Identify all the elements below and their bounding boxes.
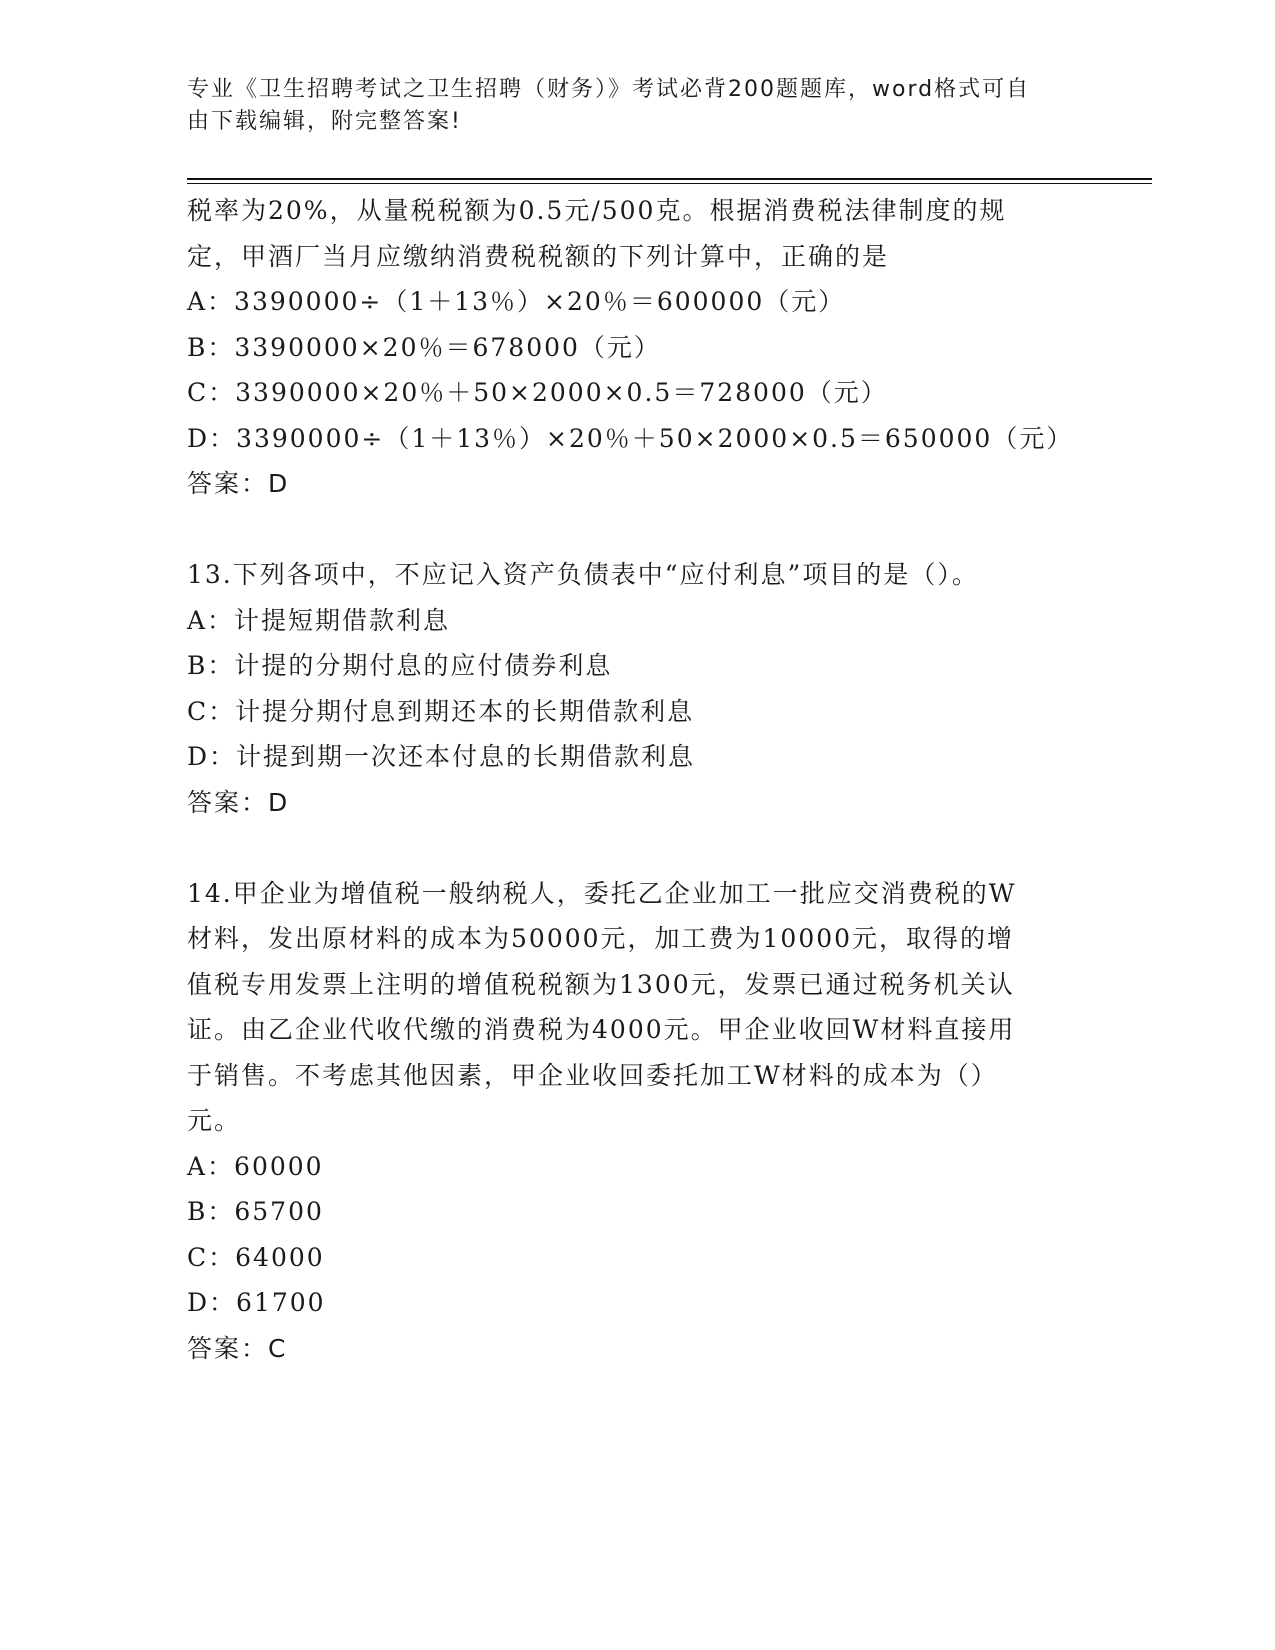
question-text-line: 材料，发出原材料的成本为50000元，加工费为10000元，取得的增: [187, 924, 1015, 953]
option-d: D：61700: [187, 1288, 326, 1317]
option-b: B：65700: [187, 1197, 324, 1226]
question-14: [187, 871, 1087, 1372]
question-text-line: 证。由乙企业代收代缴的消费税为4000元。甲企业收回W材料直接用: [187, 1015, 1016, 1044]
header-line-1: 专业《卫生招聘考试之卫生招聘（财务）》考试必背200题题库，word格式可自: [187, 77, 1031, 102]
question-text-line: 税率为20%，从量税税额为0.5元/500克。根据消费税法律制度的规: [187, 196, 1007, 225]
question-13: [187, 552, 1087, 825]
option-d: D：计提到期一次还本付息的长期借款利息: [187, 742, 696, 771]
answer-line: 答案：D: [187, 787, 290, 817]
header-line-2: 由下载编辑，附完整答案!: [187, 109, 462, 134]
option-a: A：计提短期借款利息: [187, 605, 451, 635]
answer-line: 答案：C: [187, 1333, 288, 1363]
header-rule-thick: [187, 178, 1152, 180]
option-d: D：3390000÷（1＋13％）×20％＋50×2000×0.5＝650000（元）: [187, 423, 1074, 453]
question-text-line: 值税专用发票上注明的增值税税额为1300元，发票已通过税务机关认: [187, 969, 1015, 999]
question-text-line: 元。: [187, 1106, 242, 1135]
option-c: C：64000: [187, 1242, 325, 1272]
answer-line: 答案：D: [187, 469, 290, 498]
question-content: [187, 188, 1087, 1371]
option-b: B：计提的分期付息的应付债券利息: [187, 651, 613, 680]
question-text-line: 于销售。不考虑其他因素，甲企业收回委托加工W材料的成本为（）: [187, 1060, 998, 1090]
spacer: [187, 825, 1087, 871]
option-b: B：3390000×20％＝678000（元）: [187, 332, 661, 362]
question-text-line: 13.下列各项中，不应记入资产负债表中“应付利息”项目的是（）。: [187, 560, 979, 589]
question-12: [187, 188, 1087, 507]
option-a: A：60000: [187, 1151, 324, 1181]
spacer: [187, 507, 1087, 553]
option-c: C：计提分期付息到期还本的长期借款利息: [187, 696, 695, 726]
header-rule-thin: [187, 183, 1152, 184]
question-text-line: 定，甲酒厂当月应缴纳消费税税额的下列计算中，正确的是: [187, 241, 890, 271]
question-text-line: 14.甲企业为增值税一般纳税人，委托乙企业加工一批应交消费税的W: [187, 878, 1017, 908]
option-a: A：3390000÷（1＋13％）×20％＝600000（元）: [187, 287, 846, 316]
option-c: C：3390000×20％＋50×2000×0.5＝728000（元）: [187, 378, 888, 407]
document-header: [187, 74, 1067, 138]
